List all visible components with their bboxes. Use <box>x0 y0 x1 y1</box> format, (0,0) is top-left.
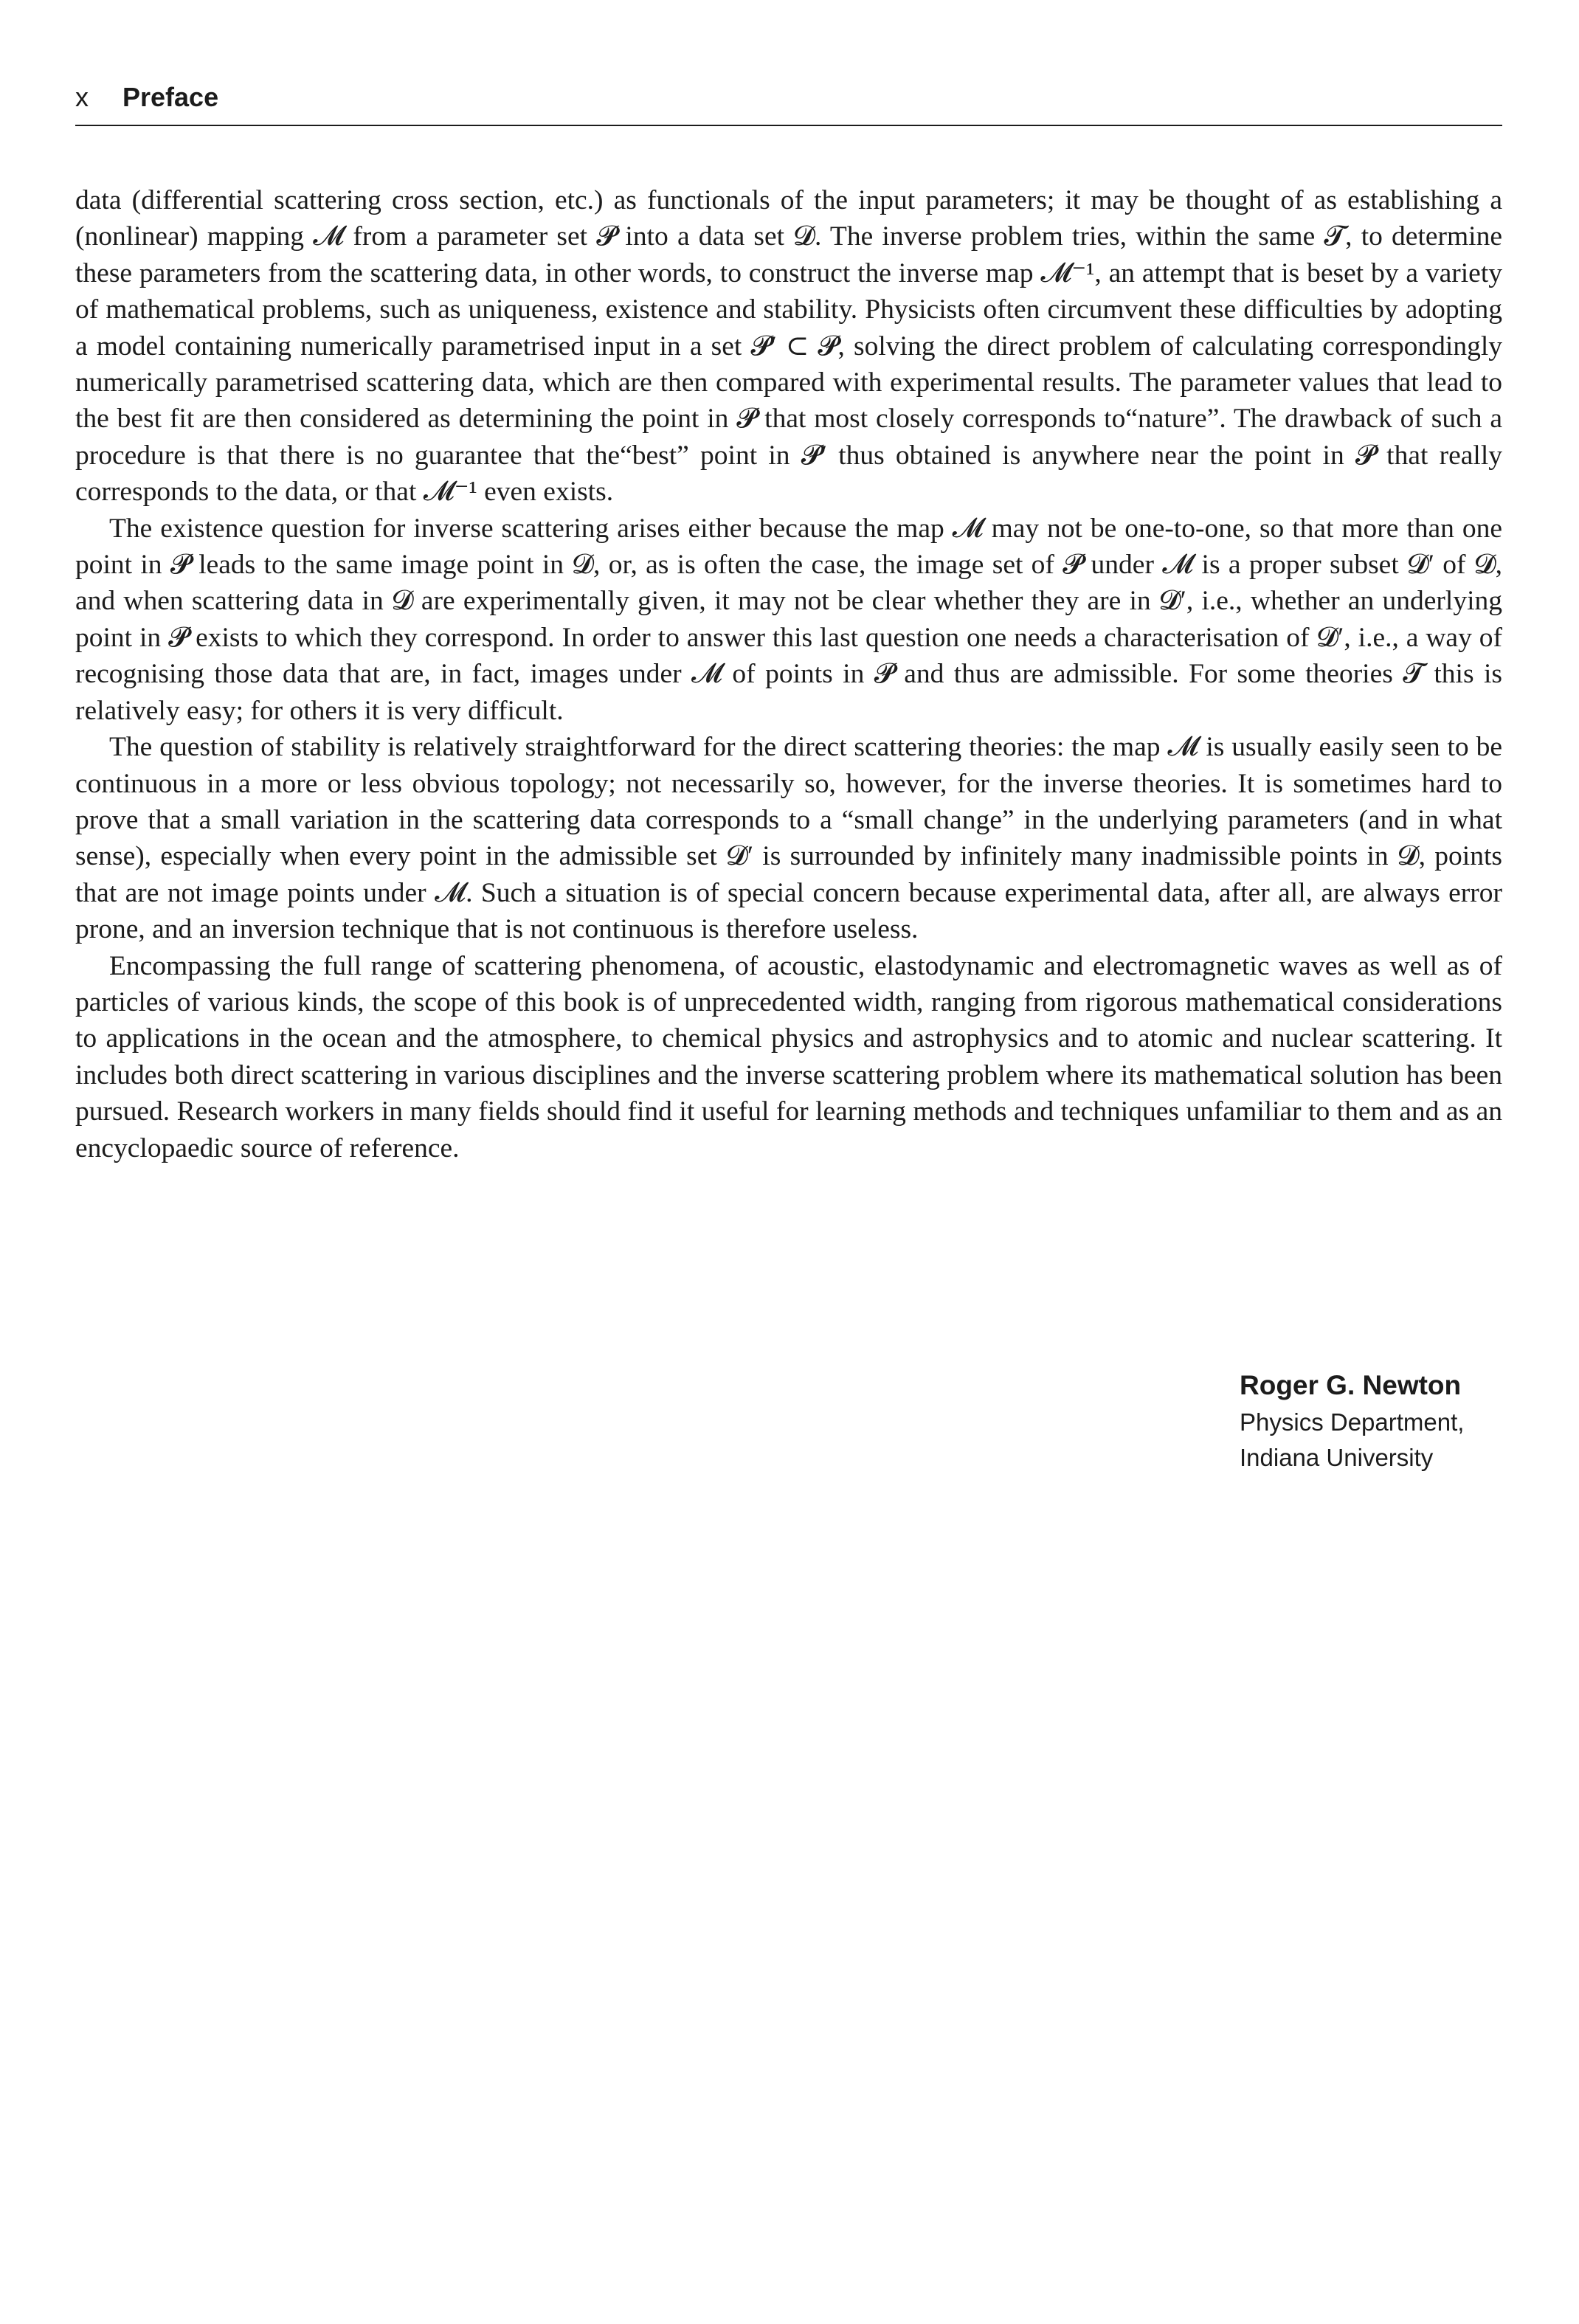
running-header <box>75 81 1502 125</box>
page-number: x <box>75 82 89 112</box>
section-title: Preface <box>122 82 219 112</box>
author-department: Physics Department, <box>1240 1408 1465 1436</box>
paragraph-1: data (differential scattering cross section, etc.) as functionals of the input parameters; it may be thought of as establishing a (nonlinear) mapping 𝓜 from a parameter set 𝓟 into a data set 𝓓. The inverse problem tries, within the same 𝓣, to determine these parameters from the scattering data, in other words, to construct the inverse map 𝓜⁻¹, an attempt that is beset by a variety of mathematical problems, such as uniqueness, existence and stability. Physicists often circumvent these difficulties by adopting a model containing numerically parametrised input in a set 𝓟′ ⊂ 𝓟, solving the direct problem of calculating correspondingly numerically parametrised scattering data, which are then compared with experimental results. The parameter values that lead to the best fit are then considered as determining the point in 𝓟 that most closely corresponds to“nature”. The drawback of such a procedure is that there is no guarantee that the“best” point in 𝓟′ thus obtained is anywhere near the point in 𝓟 that really corresponds to the data, or that 𝓜⁻¹ even exists. <box>75 185 1502 508</box>
paragraph-3: The question of stability is relatively straightforward for the direct scattering theories: the map 𝓜 is usually easily seen to be continuous in a more or less obvious topology; not necessarily so, however, for the inverse theories. It is sometimes hard to prove that a small variation in the scattering data corresponds to a “small change” in the underlying parameters (and in what sense), especially when every point in the admissible set 𝓓′ is surrounded by infinitely many inadmissible points in 𝓓, points that are not image points under 𝓜. Such a situation is of special concern because experimental data, after all, are always error prone, and an inversion technique that is not continuous is therefore useless. <box>75 732 1502 945</box>
paragraph-4: Encompassing the full range of scattering phenomena, of acoustic, elastodynamic and electromagnetic waves as well as of particles of various kinds, the scope of this book is of unprecedented width, ranging from rigorous mathematical considerations to applications in the ocean and the atmosphere, to chemical physics and astrophysics and to atomic and nuclear scattering. It includes both direct scattering in various disciplines and the inverse scattering problem where its mathematical solution has been pursued. Research workers in many fields should find it useful for learning methods and techniques unfamiliar to them and as an encyclopaedic source of reference. <box>75 950 1502 1163</box>
paragraph-2: The existence question for inverse scattering arises either because the map 𝓜 may not be one-to-one, so that more than one point in 𝓟 leads to the same image point in 𝓓, or, as is often the case, the image set of 𝓟 under 𝓜 is a proper subset 𝓓′ of 𝓓, and when scattering data in 𝓓 are experimentally given, it may not be clear whether they are in 𝓓′, i.e., whether an underlying point in 𝓟 exists to which they correspond. In order to answer this last question one needs a characterisation of 𝓓′, i.e., a way of recognising those data that are, in fact, images under 𝓜 of points in 𝓟 and thus are admissible. For some theories 𝓣 this is relatively easy; for others it is very difficult. <box>75 513 1502 726</box>
header-rule <box>75 125 1502 126</box>
author-name: Roger G. Newton <box>1240 1370 1462 1400</box>
author-institution: Indiana University <box>1240 1444 1434 1471</box>
signature-block <box>1240 1366 1505 1476</box>
body-text <box>75 182 1502 1166</box>
